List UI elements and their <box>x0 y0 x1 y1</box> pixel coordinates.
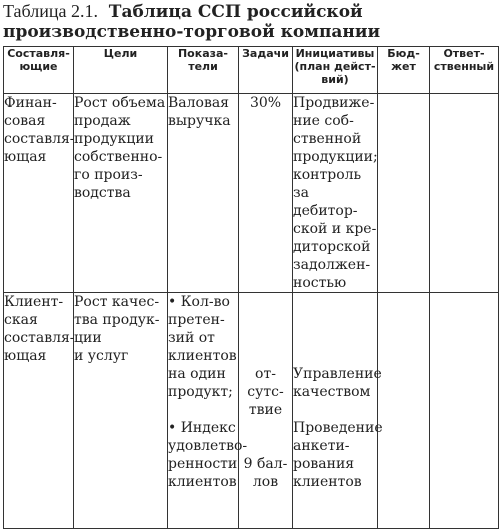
header-row <box>4 47 499 94</box>
cell-initiative <box>293 293 383 529</box>
target-item: от- сутс- твие <box>247 366 284 418</box>
indicator-item: • Кол-во претен- зий от клиентов на один продукт; <box>168 294 237 400</box>
header-initiative: Инициативы (план дейст- вий) <box>293 47 378 94</box>
cell-component: Клиент- ская составля- ющая <box>4 293 74 529</box>
indicator-item: • Индекс удовлетво- ренности клиентов <box>168 420 248 490</box>
caption-label: Таблица 2.1. <box>3 1 98 21</box>
target-offset <box>239 293 292 365</box>
initiative-offset <box>293 293 377 365</box>
caption-title: Таблица ССП российской производственно-торговой компании <box>3 2 381 42</box>
header-budget: Бюд- жет <box>378 47 430 94</box>
cell-target: 30% <box>239 94 293 293</box>
initiative-gap <box>293 401 377 419</box>
header-owner: Ответ- ственный <box>430 47 499 94</box>
cell-goal: Рост объема продаж продукции собственно- го произ- водства <box>74 94 168 293</box>
cell-indicator <box>168 293 248 529</box>
cell-indicator: Валовая выручка <box>168 94 239 293</box>
initiative-item: Проведение анкети- рования клиентов <box>293 420 383 490</box>
table-row <box>4 293 499 529</box>
bsc-table <box>3 46 499 529</box>
header-goal: Цели <box>74 47 168 94</box>
cell-budget <box>378 293 430 529</box>
cell-owner <box>430 94 499 293</box>
cell-goal: Рост качес- тва продук- ции и услуг <box>74 293 168 529</box>
indicator-gap <box>168 401 238 419</box>
initiative-item: Управление качеством <box>293 366 382 400</box>
table-row <box>4 94 499 293</box>
target-item: 9 бал- лов <box>243 456 288 490</box>
header-indicator: Показа- тели <box>168 47 239 94</box>
cell-owner <box>430 293 499 529</box>
cell-target <box>239 293 293 529</box>
cell-budget <box>378 94 430 293</box>
cell-initiative: Продвиже- ние соб- ственной продукции; контроль за дебитор- ской и кре- диторской задолжен- ностью <box>293 95 378 291</box>
cell-component: Финан- совая составля- ющая <box>4 94 74 293</box>
header-target: Задачи <box>239 47 293 94</box>
header-component: Составля- ющие <box>4 47 74 94</box>
table-caption <box>3 1 497 42</box>
